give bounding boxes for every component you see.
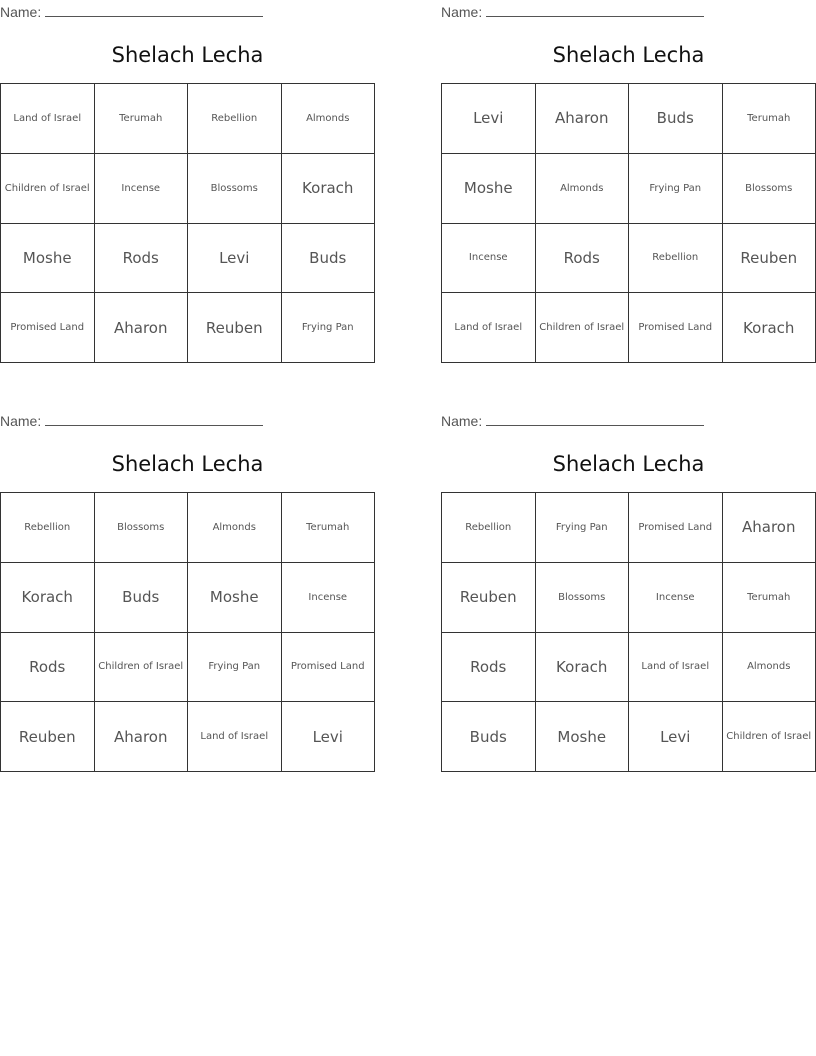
bingo-cell[interactable]: Levi	[188, 224, 282, 294]
bingo-cell[interactable]: Children of Israel	[1, 154, 95, 224]
bingo-cell[interactable]: Moshe	[442, 154, 536, 224]
bingo-cell[interactable]: Aharon	[95, 293, 189, 363]
bingo-cell[interactable]: Frying Pan	[188, 633, 282, 703]
bingo-cell[interactable]: Almonds	[282, 84, 376, 154]
name-label: Name:	[0, 4, 42, 20]
bingo-cell[interactable]: Rebellion	[442, 493, 536, 563]
bingo-cell[interactable]: Buds	[95, 563, 189, 633]
bingo-cell[interactable]: Almonds	[536, 154, 630, 224]
bingo-grid	[441, 83, 816, 363]
bingo-cell[interactable]: Terumah	[723, 84, 816, 154]
bingo-cell[interactable]: Frying Pan	[629, 154, 723, 224]
bingo-cell[interactable]: Rebellion	[629, 224, 723, 294]
bingo-grid	[441, 492, 816, 772]
bingo-cell[interactable]: Frying Pan	[282, 293, 376, 363]
bingo-cell[interactable]: Almonds	[188, 493, 282, 563]
bingo-cell[interactable]: Levi	[442, 84, 536, 154]
bingo-cell[interactable]: Aharon	[723, 493, 816, 563]
bingo-cell[interactable]: Land of Israel	[188, 702, 282, 772]
name-label: Name:	[441, 4, 483, 20]
name-label: Name:	[0, 413, 42, 429]
bingo-cell[interactable]: Land of Israel	[442, 293, 536, 363]
bingo-cell[interactable]: Almonds	[723, 633, 816, 703]
bingo-cell[interactable]: Terumah	[723, 563, 816, 633]
bingo-cell[interactable]: Reuben	[723, 224, 816, 294]
bingo-cell[interactable]: Aharon	[536, 84, 630, 154]
bingo-cell[interactable]: Blossoms	[723, 154, 816, 224]
name-field[interactable]	[0, 2, 264, 20]
bingo-cell[interactable]: Terumah	[282, 493, 376, 563]
bingo-cell[interactable]: Moshe	[1, 224, 95, 294]
name-blank[interactable]	[486, 2, 704, 17]
bingo-cell[interactable]: Rods	[442, 633, 536, 703]
name-label: Name:	[441, 413, 483, 429]
bingo-grid	[0, 83, 375, 363]
bingo-cell[interactable]: Blossoms	[188, 154, 282, 224]
card-title: Shelach Lecha	[552, 43, 705, 67]
bingo-cell[interactable]: Korach	[282, 154, 376, 224]
name-blank[interactable]	[45, 411, 263, 426]
bingo-cell[interactable]: Promised Land	[629, 493, 723, 563]
bingo-cell[interactable]: Incense	[629, 563, 723, 633]
bingo-cell[interactable]: Korach	[1, 563, 95, 633]
bingo-cell[interactable]: Reuben	[188, 293, 282, 363]
name-field[interactable]	[441, 411, 705, 429]
bingo-cell[interactable]: Incense	[95, 154, 189, 224]
bingo-card-2	[441, 0, 816, 365]
bingo-cell[interactable]: Blossoms	[536, 563, 630, 633]
bingo-cell[interactable]: Incense	[442, 224, 536, 294]
bingo-cell[interactable]: Incense	[282, 563, 376, 633]
bingo-cell[interactable]: Children of Israel	[723, 702, 816, 772]
bingo-cell[interactable]: Buds	[442, 702, 536, 772]
bingo-cell[interactable]: Buds	[629, 84, 723, 154]
bingo-cell[interactable]: Children of Israel	[536, 293, 630, 363]
bingo-cell[interactable]: Rods	[536, 224, 630, 294]
bingo-cell[interactable]: Aharon	[95, 702, 189, 772]
card-title: Shelach Lecha	[111, 43, 264, 67]
bingo-cell[interactable]: Promised Land	[629, 293, 723, 363]
card-title: Shelach Lecha	[111, 452, 264, 476]
bingo-cell[interactable]: Reuben	[1, 702, 95, 772]
bingo-cell[interactable]: Levi	[629, 702, 723, 772]
bingo-cell[interactable]: Terumah	[95, 84, 189, 154]
name-field[interactable]	[0, 411, 264, 429]
bingo-cell[interactable]: Moshe	[188, 563, 282, 633]
bingo-cell[interactable]: Korach	[723, 293, 816, 363]
name-blank[interactable]	[486, 411, 704, 426]
bingo-grid	[0, 492, 375, 772]
bingo-cell[interactable]: Rods	[1, 633, 95, 703]
bingo-card-4	[441, 409, 816, 774]
card-title: Shelach Lecha	[552, 452, 705, 476]
bingo-card-1	[0, 0, 375, 365]
name-field[interactable]	[441, 2, 705, 20]
bingo-cell[interactable]: Reuben	[442, 563, 536, 633]
bingo-cell[interactable]: Land of Israel	[629, 633, 723, 703]
bingo-cell[interactable]: Frying Pan	[536, 493, 630, 563]
name-blank[interactable]	[45, 2, 263, 17]
bingo-cell[interactable]: Promised Land	[1, 293, 95, 363]
bingo-cell[interactable]: Promised Land	[282, 633, 376, 703]
bingo-cell[interactable]: Rods	[95, 224, 189, 294]
bingo-cell[interactable]: Korach	[536, 633, 630, 703]
bingo-cell[interactable]: Rebellion	[188, 84, 282, 154]
bingo-cell[interactable]: Levi	[282, 702, 376, 772]
bingo-cell[interactable]: Buds	[282, 224, 376, 294]
bingo-cell[interactable]: Moshe	[536, 702, 630, 772]
bingo-cell[interactable]: Land of Israel	[1, 84, 95, 154]
bingo-card-3	[0, 409, 375, 774]
bingo-cell[interactable]: Children of Israel	[95, 633, 189, 703]
bingo-cell[interactable]: Blossoms	[95, 493, 189, 563]
bingo-cell[interactable]: Rebellion	[1, 493, 95, 563]
